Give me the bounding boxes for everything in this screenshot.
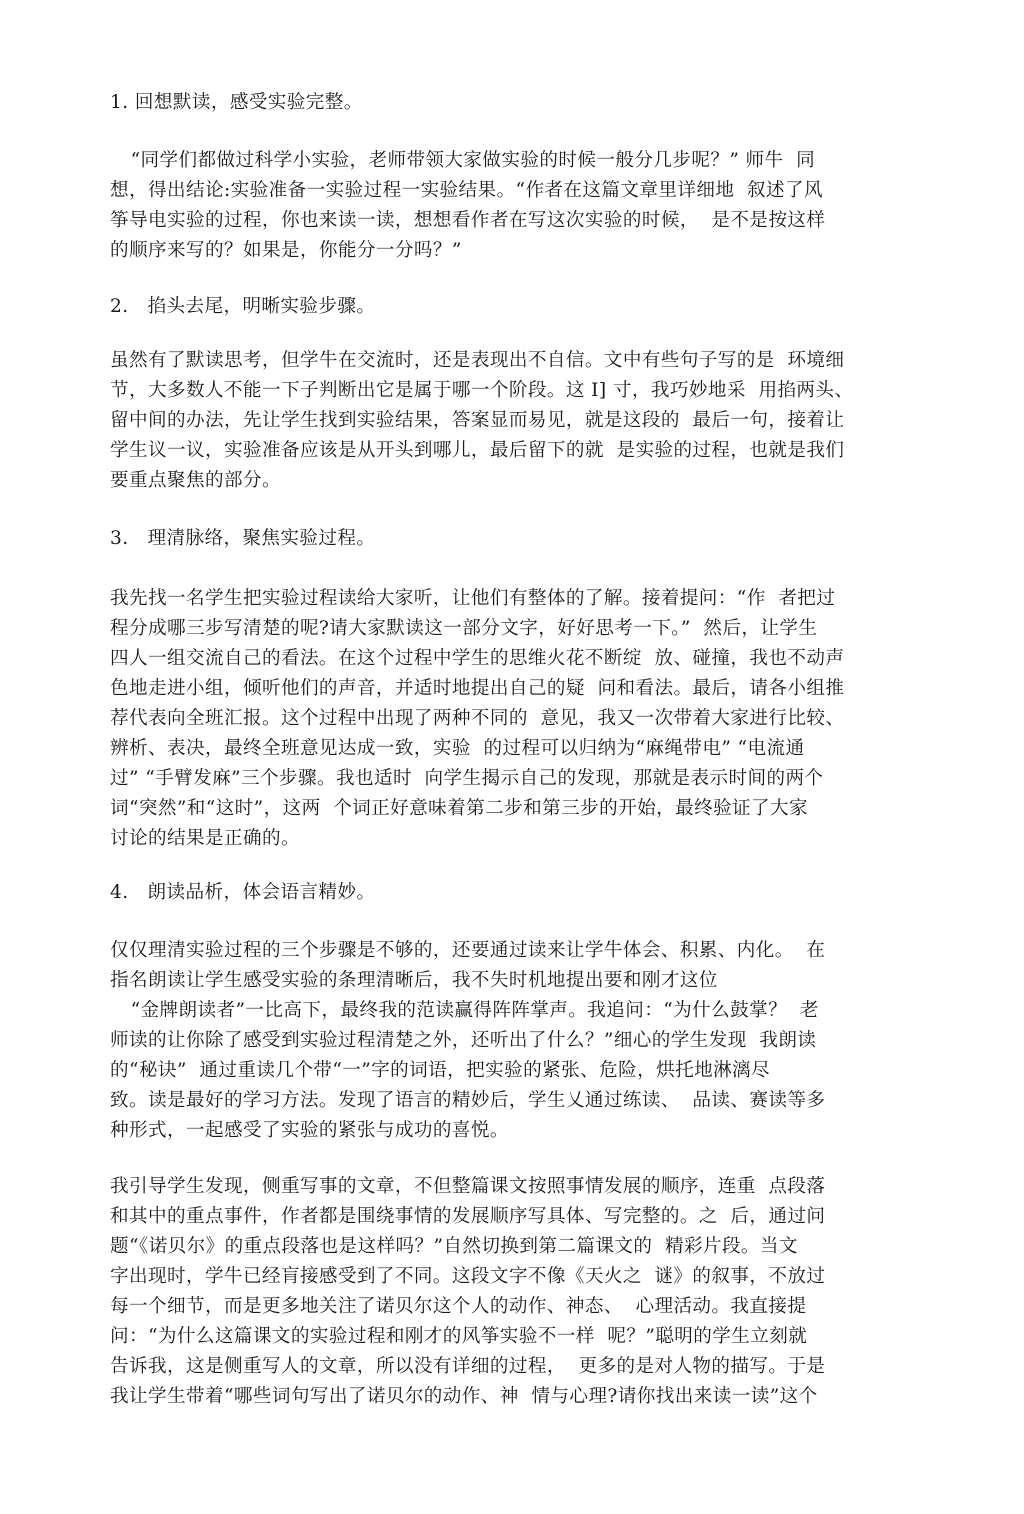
- section-5-line-6: 问：“为什么这篇课文的实验过程和刚才的风筝实验不一样 呢？”聪明的学生立刻就: [110, 1326, 808, 1347]
- section-3-heading: 3. 理清脉络，聚焦实验过程。: [110, 528, 376, 549]
- section-1-line-3: 筝导电实验的过程，你也来读一读，想想看作者在写这次实验的时候， 是不是按这样: [110, 210, 826, 231]
- section-1-line-4: 的顺序来写的？如果是，你能分一分吗？”: [110, 240, 462, 261]
- section-5-line-4: 字出现时，学牛已经肓接感受到了不同。这段文字不像《天火之 谜》的叙事，不放过: [110, 1266, 826, 1287]
- section-3-line-5: 荐代表向全班汇报。这个过程中出现了两种不同的 意见，我又一次带着大家进行比较、: [110, 708, 845, 729]
- section-5-line-5: 每一个细节，而是更多地关注了诺贝尔这个人的动作、神态、 心理活动。我直接提: [110, 1296, 807, 1317]
- section-5-line-1: 我引导学生发现，侧重写事的文章，不但整篇课文按照事情发展的顺序，连重 点段落: [110, 1176, 826, 1197]
- section-3-line-9: 讨论的结果是正确的。: [110, 828, 300, 849]
- section-4-line-6: 致。读是最好的学习方法。发现了语言的精妙后，学生乂通过练读、 品读、赛读等多: [110, 1090, 826, 1111]
- section-4-line-3: “金牌朗读者”一比高下，最终我的范读赢得阵阵掌声。我追问：“为什么鼓掌？ 老: [118, 1000, 819, 1021]
- section-3-line-3: 四人一组交流自己的看法。在这个过程中学生的思维火花不断绽 放、碰撞，我也不动声: [110, 648, 845, 669]
- section-4-line-4: 师读的让你除了感受到实验过程清楚之外，还听出了什么？”细心的学生发现 我朗读: [110, 1030, 817, 1051]
- section-3-line-6: 辨析、表决，最终全班意见达成一致，实验 的过程可以归纳为“麻绳带电” “电流通: [110, 738, 805, 759]
- section-2-line-5: 要重点聚焦的部分。: [110, 470, 281, 491]
- section-3-line-7: 过” “手臂发麻”三个步骤。我也适时 向学生揭示自己的发现，那就是表示时间的两个: [110, 768, 824, 789]
- section-1-line-2: 想，得出结论:实验准备一实验过程一实验结果。“作者在这篇文章里详细地 叙述了风: [110, 180, 823, 201]
- section-4-line-2: 指名朗读让学生感受实验的条理清晰后，我不失时机地提出要和刚才这位: [110, 970, 718, 991]
- section-4-line-7: 种形式，一起感受了实验的紧张与成功的喜悦。: [110, 1120, 509, 1141]
- section-5-line-8: 我让学生带着“哪些词句写出了诺贝尔的动作、神 情与心理?请你找出来读一读”这个: [110, 1386, 818, 1407]
- section-5-line-3: 题“《诺贝尔》的重点段落也是这样吗？”自然切换到第二篇课文的 精彩片段。当文: [110, 1236, 798, 1257]
- section-5-line-2: 和其中的重点事件，作者都是围绕事情的发展顺序写具体、写完整的。之 后，通过问: [110, 1206, 826, 1227]
- section-2-line-1: 虽然有了默读思考，但学牛在交流时，还是表现出不自信。文中有些句子写的是 环境细: [110, 350, 845, 371]
- section-3-line-4: 色地走进小组，倾听他们的声音，并适时地提出自己的疑 问和看法。最后，请各小组推: [110, 678, 845, 699]
- section-4-line-1: 仅仅理清实验过程的三个步骤是不够的，还要通过读来让学牛体会、积累、内化。 在: [110, 940, 826, 961]
- section-5-line-7: 告诉我，这是侧重写人的文章，所以没有详细的过程， 更多的是对人物的描写。于是: [110, 1356, 826, 1377]
- section-2-line-3: 留中间的办法，先让学生找到实验结果，答案显而易见，就是这段的 最后一句，接着让: [110, 410, 845, 431]
- section-3-line-8: 词“突然”和“这时”，这两 个词正好意味着第二步和第三步的开始，最终验证了大家: [110, 798, 809, 819]
- section-3-line-2: 程分成哪三步写清楚的呢?请大家默读这一部分文字，好好思考一下。” 然后，让学生: [110, 618, 818, 639]
- section-2-line-4: 学生议一议，实验准备应该是从开头到哪儿，最后留下的就 是实验的过程，也就是我们: [110, 440, 845, 461]
- section-2-heading: 2. 掐头去尾，明晰实验步骤。: [110, 296, 376, 317]
- section-2-line-2: 节，大多数人不能一下子判断出它是属于哪一个阶段。这 I] 寸，我巧妙地采 用掐两头、: [110, 380, 854, 401]
- section-1-line-1: “同学们都做过科学小实验，老师带领大家做实验的时候一般分几步呢？” 师牛 同: [118, 150, 816, 171]
- section-1-heading: 1. 回想默读，感受实验完整。: [110, 92, 363, 113]
- section-4-heading: 4. 朗读品析，体会语言精妙。: [110, 882, 376, 903]
- section-4-line-5: 的“秘诀” 通过重读几个带“一”字的词语，把实验的紧张、危险，烘托地淋漓尽: [110, 1060, 771, 1081]
- section-3-line-1: 我先找一名学生把实验过程读给大家听，让他们有整体的了解。接着提问：“作 者把过: [110, 588, 836, 609]
